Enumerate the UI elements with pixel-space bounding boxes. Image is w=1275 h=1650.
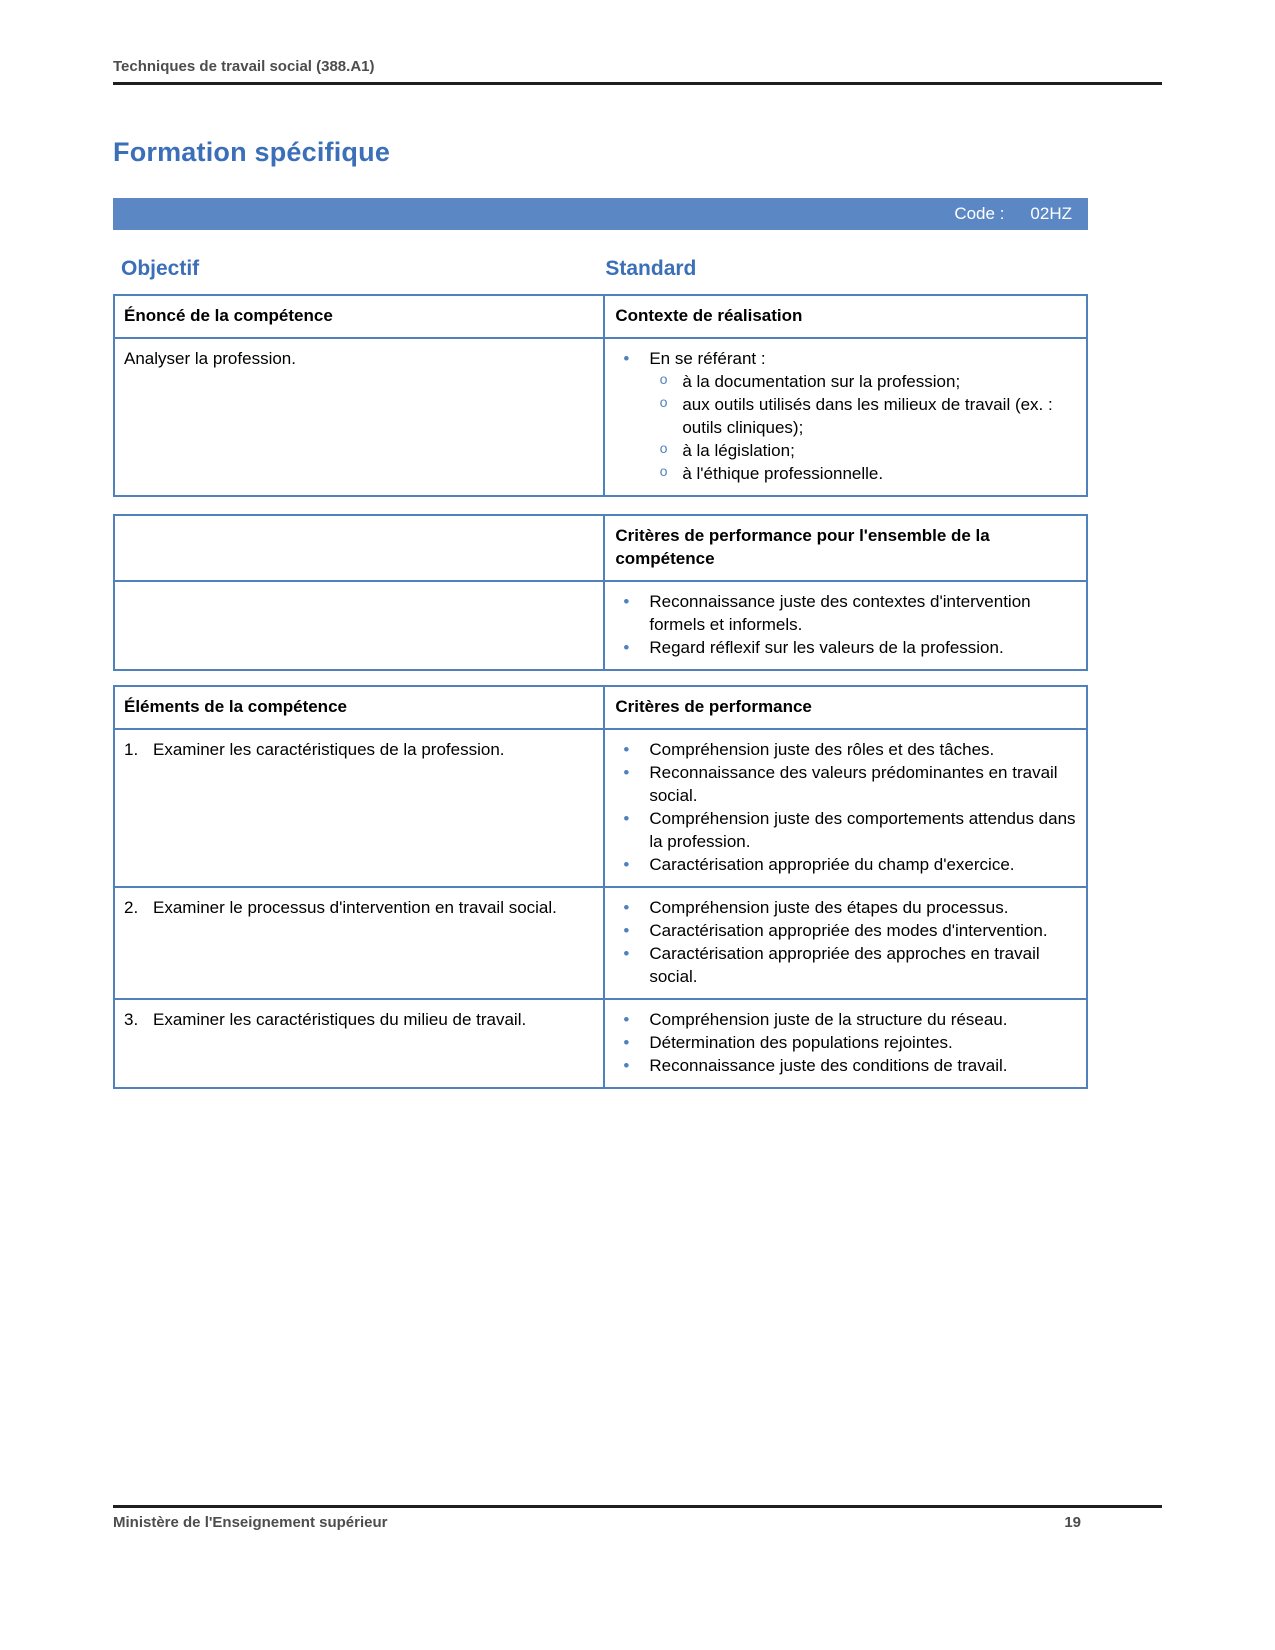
bullet-text: En se référant : [649,349,766,368]
element-cell [115,730,605,886]
element-cell [115,1000,605,1087]
list-item [615,347,1076,370]
list-item [615,636,1076,659]
bullet-text: Caractérisation appropriée des approches en travail social. [649,944,1040,986]
bullet-text: Compréhension juste des étapes du processus. [649,898,1009,917]
sub-list-item [615,439,1076,462]
bullet-text: Reconnaissance des valeurs prédominantes en travail social. [649,763,1058,805]
table-body-row [115,582,1086,669]
table-row [115,730,1086,886]
criteres-ensemble-header-cell: Critères de performance pour l'ensemble de la compétence [615,526,990,568]
table-elements-criteres [113,685,1088,1089]
element-cell [115,888,605,998]
criteres-cell [605,1000,1086,1087]
page-footer [113,1505,1162,1531]
list-item [615,1008,1076,1031]
bullet-text: Détermination des populations rejointes. [649,1033,953,1052]
bullet-icon [615,761,649,784]
bullet-icon [615,1031,649,1054]
table-row [115,998,1086,1087]
circle-bullet-icon [653,462,682,485]
bullet-text: Compréhension juste des rôles et des tâches. [649,740,995,759]
circle-bullet-icon [653,439,682,462]
item-text: Examiner les caractéristiques de la profession. [153,740,505,759]
bullet-text: Caractérisation appropriée du champ d'exercice. [649,855,1015,874]
bullet-icon [615,807,649,830]
footer-ministry-text: Ministère de l'Enseignement supérieur [113,1514,388,1531]
table-header-row [115,687,1086,730]
list-item [615,919,1076,942]
sub-bullet-text: à la législation; [682,441,795,460]
contexte-cell [605,339,1086,495]
enonce-header-cell: Énoncé de la compétence [115,296,605,337]
list-item [615,896,1076,919]
bullet-icon [615,590,649,613]
bullet-icon [615,636,649,659]
circle-bullet-icon [653,393,682,416]
sub-list-item [615,462,1076,485]
bullet-icon [615,1054,649,1077]
item-text: Examiner les caractéristiques du milieu de travail. [153,1010,527,1029]
standard-heading: Standard [605,257,697,280]
list-item [615,942,1076,988]
code-bar [113,198,1088,230]
objectif-heading: Objectif [121,257,200,280]
sub-bullet-text: aux outils utilisés dans les milieux de travail (ex. : outils cliniques); [682,395,1053,437]
list-item [615,738,1076,761]
bullet-text: Caractérisation appropriée des modes d'intervention. [649,921,1048,940]
code-label: Code : [954,204,1005,223]
table-enonce-contexte [113,294,1088,497]
table-header-row [115,296,1086,339]
list-item [615,853,1076,876]
numbered-item [124,738,591,761]
item-text: Examiner le processus d'intervention en travail social. [153,898,557,917]
bullet-icon [615,942,649,965]
item-number: 3. [124,1010,139,1029]
list-item [615,807,1076,853]
bullet-text: Compréhension juste des comportements attendus dans la profession. [649,809,1076,851]
criteres-ensemble-cell [605,582,1086,669]
numbered-item [124,1008,591,1031]
table-criteres-ensemble [113,514,1088,671]
bullet-icon [615,1008,649,1031]
criteres-cell [605,888,1086,998]
table-row [115,886,1086,998]
sub-list-item [615,393,1076,439]
list-item [615,1031,1076,1054]
bullet-icon [615,896,649,919]
elements-header-cell: Éléments de la compétence [115,687,605,728]
statement-text: Analyser la profession. [124,349,296,368]
sub-list-item [615,370,1076,393]
footer-row [113,1514,1081,1531]
sub-bullet-text: à l'éthique professionnelle. [682,464,884,483]
criteres-cell [605,730,1086,886]
column-headings [113,257,1088,281]
list-item [615,590,1076,636]
sub-bullet-text: à la documentation sur la profession; [682,372,961,391]
criteres-header-cell: Critères de performance [615,697,812,716]
table-header-row [115,516,1086,582]
bullet-icon [615,738,649,761]
bullet-text: Reconnaissance juste des conditions de travail. [649,1056,1008,1075]
item-number: 1. [124,740,139,759]
contexte-header-cell: Contexte de réalisation [615,306,803,325]
code-value: 02HZ [1030,204,1072,223]
item-number: 2. [124,898,139,917]
running-header-text: Techniques de travail social (388.A1) [113,58,375,75]
circle-bullet-icon [653,370,682,393]
page-title: Formation spécifique [113,137,391,167]
empty-header-cell [115,516,605,580]
statement-cell [115,339,605,495]
bullet-icon [615,853,649,876]
list-item [615,1054,1076,1077]
numbered-item [124,896,591,919]
list-item [615,761,1076,807]
running-header [113,58,1162,85]
page-number: 19 [1064,1514,1081,1531]
bullet-icon [615,347,649,370]
bullet-text: Regard réflexif sur les valeurs de la profession. [649,638,1004,657]
bullet-text: Compréhension juste de la structure du réseau. [649,1010,1008,1029]
bullet-icon [615,919,649,942]
bullet-text: Reconnaissance juste des contextes d'intervention formels et informels. [649,592,1031,634]
empty-cell [115,582,605,669]
table-body-row [115,339,1086,495]
